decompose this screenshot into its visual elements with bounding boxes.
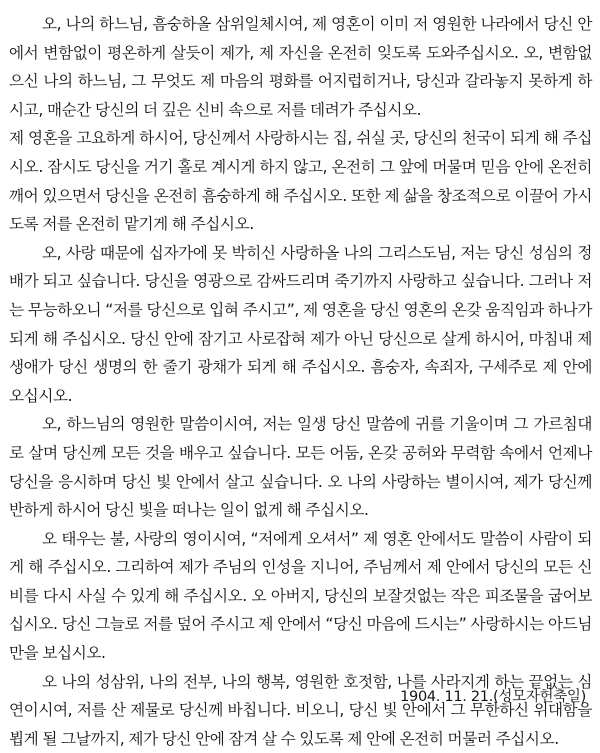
date-signature: 1904. 11. 21.(성모자헌축일) (400, 689, 586, 705)
paragraph-4: 오, 하느님의 영원한 말씀이시여, 저는 일생 당신 말씀에 귀를 기울이며 그 가르침대로 살며 당신께 모든 것을 배우고 싶습니다. 모든 어둠, 온갖 공허와 무력함 속에서 언제나 당신을 응시하며 당신 빛 안에서 살고 싶습니다. 오 나의 사랑하는 별이시여, 제가 당신께 반하게 하시어 당신 빛을 떠나는 일이 없게 해 주십시오. (9, 415, 592, 520)
paragraph-6: 오 나의 성삼위, 나의 전부, 나의 행복, 영원한 호젓함, 나를 사라지게 하는 끝없는 심연이시여, 저를 산 제물로 당신께 바칩니다. 비오니, 당신 빛 안에서 그 무한하신 위대함을 뵙게 될 그날까지, 제가 당신 안에 잠겨 살 수 있도록 제 안에 온전히 머물러 주십시오. (9, 672, 592, 748)
paragraph-5: 오 태우는 불, 사랑의 영이시여, “저에게 오셔서” 제 영혼 안에서도 말씀이 사람이 되게 해 주십시오. 그리하여 제가 주님의 인성을 지니어, 주님께서 제 안에서 당신의 모든 신비를 다시 사실 수 있게 해 주십시오. 오 아버지, 당신의 보잘것없는 작은 피조물을 굽어보십시오. 당신 그늘로 저를 덮어 주시고 제 안에서 “당신 마음에 드시는” 사랑하시는 아드님만을 보십시오. (9, 529, 592, 663)
paragraph-1: 오, 나의 하느님, 흠숭하올 삼위일체시여, 제 영혼이 이미 저 영원한 나라에서 당신 안에서 변함없이 평온하게 살듯이 제가, 제 자신을 온전히 잊도록 도와주십시오. 오, 변함없으신 나의 하느님, 그 무엇도 제 마음의 평화를 어지럽히거나, 당신과 갈라놓지 못하게 하시고, 매순간 당신의 더 깊은 신비 속으로 저를 데려가 주십시오. (9, 15, 592, 119)
paragraph-2: 제 영혼을 고요하게 하시어, 당신께서 사랑하시는 집, 쉬실 곳, 당신의 천국이 되게 해 주십시오. 잠시도 당신을 거기 홀로 계시게 하지 않고, 온전히 그 앞에 머물며 믿음 안에 온전히 깨어 있으면서 당신을 온전히 흠숭하게 해 주십시오. 또한 제 삶을 창조적으로 이끌어 가시도록 저를 온전히 맡기게 해 주십시오. (9, 129, 592, 234)
paragraph-3: 오, 사랑 때문에 십자가에 못 박히신 사랑하올 나의 그리스도님, 저는 당신 성심의 정배가 되고 싶습니다. 당신을 영광으로 감싸드리며 죽기까지 사랑하고 싶습니다. 그러나 저는 무능하오니 “저를 당신으로 입혀 주시고”, 제 영혼을 당신 영혼의 온갖 움직임과 하나가 되게 해 주십시오. 당신 안에 잠기고 사로잡혀 제가 아닌 당신으로 살게 하시어, 마침내 제 생애가 당신 생명의 한 줄기 광채가 되게 해 주십시오. 흠숭자, 속죄자, 구세주로 제 안에 오십시오. (9, 243, 592, 405)
